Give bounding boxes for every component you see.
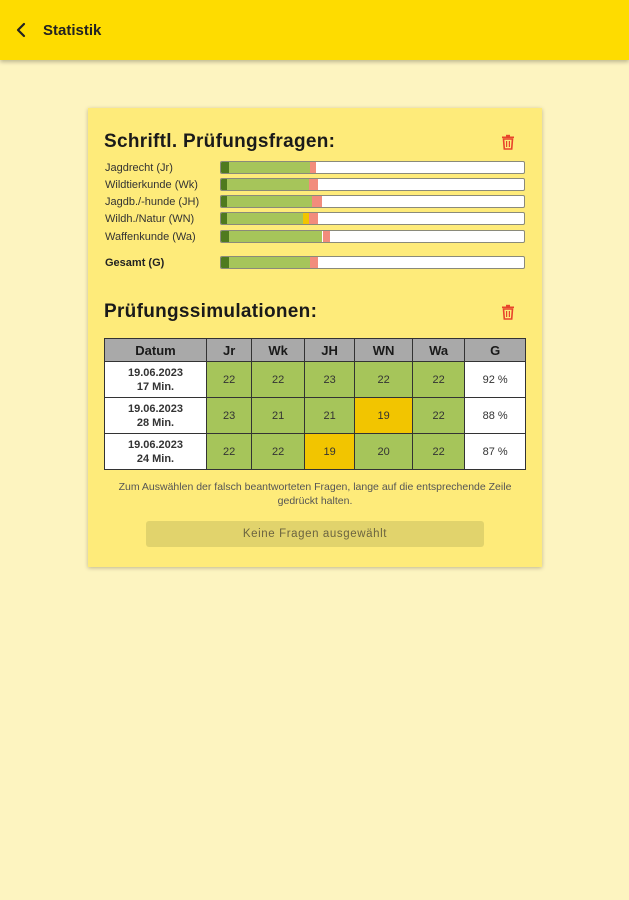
progress-row	[105, 161, 525, 174]
progress-segment-wrong	[309, 213, 318, 224]
total-percent-cell: 92 %	[465, 362, 526, 398]
progress-segment-wrong	[323, 231, 331, 242]
progress-label: Wildh./Natur (WN)	[105, 212, 195, 225]
progress-bar	[220, 256, 525, 269]
score-cell-jh: 23	[304, 362, 354, 398]
total-percent-cell: 88 %	[465, 398, 526, 434]
column-header-datum: Datum	[105, 339, 207, 362]
trash-icon	[501, 134, 515, 150]
statistics-card	[88, 108, 542, 567]
progress-label: Jagdrecht (Jr)	[105, 161, 173, 174]
simulation-date: 19.06.2023	[127, 438, 184, 451]
questions-section-title: Schriftl. Prüfungsfragen:	[104, 131, 336, 152]
chevron-left-icon	[13, 22, 29, 38]
progress-row	[105, 178, 525, 191]
progress-row	[105, 195, 525, 208]
progress-label: Waffenkunde (Wa)	[105, 230, 196, 243]
simulation-duration: 24 Min.	[136, 452, 175, 465]
simulations-section-title: Prüfungssimulationen:	[104, 301, 318, 322]
hint-text: Zum Auswählen der falsch beantworteten Fragen, lange auf die entsprechende Zeile gedrückt halten.	[118, 481, 512, 507]
score-cell-wa: 22	[412, 398, 464, 434]
simulation-duration: 17 Min.	[136, 380, 175, 393]
progress-segment-wrong	[309, 179, 318, 190]
progress-segment-wrong	[310, 257, 318, 268]
progress-row	[105, 212, 525, 225]
progress-segment-wrong	[310, 162, 316, 173]
progress-segment-correct	[227, 196, 312, 207]
progress-label: Gesamt (G)	[105, 256, 165, 269]
score-cell-wk: 22	[252, 362, 304, 398]
score-cell-jr: 22	[206, 434, 251, 470]
column-header-g: G	[465, 339, 526, 362]
progress-segment-correct	[229, 257, 311, 268]
progress-segment-correct	[229, 231, 323, 242]
progress-segment-correct	[229, 162, 311, 173]
simulation-duration: 28 Min.	[136, 416, 175, 429]
progress-bar	[220, 230, 525, 243]
score-cell-wn: 22	[355, 362, 413, 398]
progress-bar	[220, 161, 525, 174]
delete-questions-stats-button[interactable]	[496, 130, 520, 154]
progress-segment-mastered	[221, 162, 229, 173]
page-title: Statistik	[43, 21, 102, 39]
total-percent-cell: 87 %	[465, 434, 526, 470]
score-cell-wn: 20	[355, 434, 413, 470]
score-cell-jr: 23	[206, 398, 251, 434]
column-header-wn: WN	[355, 339, 413, 362]
progress-bar	[220, 212, 525, 225]
column-header-wk: Wk	[252, 339, 304, 362]
selected-questions-button[interactable]: Keine Fragen ausgewählt	[146, 521, 484, 547]
progress-bar	[220, 195, 525, 208]
simulation-date: 19.06.2023	[127, 366, 184, 379]
delete-simulations-button[interactable]	[496, 300, 520, 324]
score-cell-wa: 22	[412, 434, 464, 470]
column-header-jh: JH	[304, 339, 354, 362]
table-row[interactable]	[105, 434, 526, 470]
progress-row	[105, 230, 525, 243]
back-button[interactable]	[4, 0, 38, 60]
simulations-table	[104, 338, 526, 470]
date-cell	[105, 398, 207, 434]
date-cell	[105, 362, 207, 398]
column-header-wa: Wa	[412, 339, 464, 362]
score-cell-jh: 19	[304, 434, 354, 470]
progress-segment-correct	[227, 213, 303, 224]
date-cell	[105, 434, 207, 470]
score-cell-wk: 21	[252, 398, 304, 434]
score-cell-jh: 21	[304, 398, 354, 434]
progress-segment-correct	[227, 179, 309, 190]
table-header-row	[105, 339, 526, 362]
progress-row-total	[105, 256, 525, 269]
progress-segment-mastered	[221, 257, 229, 268]
progress-label: Wildtierkunde (Wk)	[105, 178, 198, 191]
score-cell-wa: 22	[412, 362, 464, 398]
table-row[interactable]	[105, 398, 526, 434]
simulation-date: 19.06.2023	[127, 402, 184, 415]
progress-label: Jagdb./-hunde (JH)	[105, 195, 200, 208]
progress-bar	[220, 178, 525, 191]
app-bar	[0, 0, 629, 60]
score-cell-wk: 22	[252, 434, 304, 470]
progress-segment-wrong	[312, 196, 323, 207]
table-row[interactable]	[105, 362, 526, 398]
progress-segment-mastered	[221, 231, 229, 242]
trash-icon	[501, 304, 515, 320]
column-header-jr: Jr	[206, 339, 251, 362]
score-cell-wn: 19	[355, 398, 413, 434]
score-cell-jr: 22	[206, 362, 251, 398]
